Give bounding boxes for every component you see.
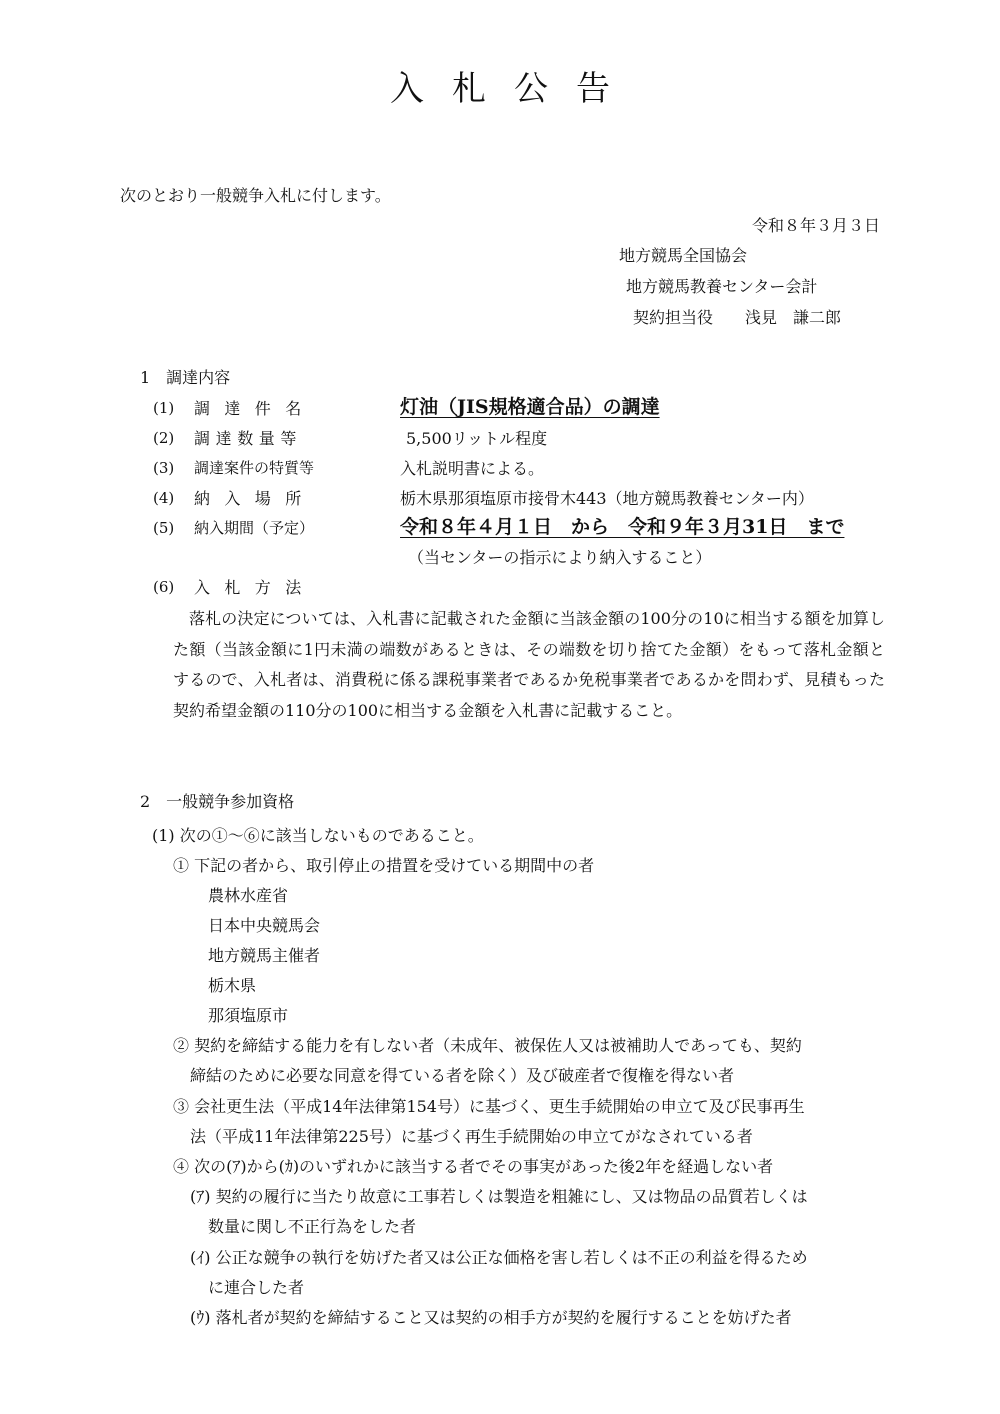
- org-unit: 地方競馬教養センター会計: [626, 277, 818, 296]
- item-row: [0, 396, 1000, 425]
- item-label: 入札方法: [194, 578, 316, 597]
- notice-date: 令和８年３月３日: [751, 216, 880, 235]
- page-title: 入札公告: [390, 69, 638, 109]
- agency-list-item: 栃木県: [208, 976, 257, 995]
- condition-4c: (ｳ) 落札者が契約を締結すること又は契約の相手方が契約を履行することを妨げた者: [190, 1308, 792, 1327]
- officer: [633, 310, 841, 326]
- item-value: 入札説明書による。: [400, 459, 545, 478]
- item-number: (2): [153, 429, 175, 447]
- item-label: 納入場所: [194, 489, 316, 508]
- section1-heading: 1 調達内容: [140, 368, 231, 387]
- item-value: 令和８年４月１日 から 令和９年３月31日 まで: [400, 516, 845, 538]
- agency-list-item: 日本中央競馬会: [208, 916, 321, 935]
- condition-1: ① 下記の者から、取引停止の措置を受けている期間中の者: [173, 856, 595, 875]
- item-number: (3): [153, 459, 175, 477]
- officer-role: 契約担当役: [633, 308, 714, 327]
- item-number: (6): [153, 578, 175, 596]
- item-value: 5,500リットル程度: [406, 429, 548, 448]
- intro-text: 次のとおり一般競争入札に付します。: [120, 186, 391, 205]
- agency-list-item: 那須塩原市: [208, 1006, 289, 1025]
- item-row: [0, 461, 1000, 485]
- condition-4a: (ｱ) 契約の履行に当たり故意に工事若しくは製造を粗雑にし、又は物品の品質若しくは: [190, 1187, 808, 1206]
- agency-list-item: 農林水産省: [208, 886, 289, 905]
- item-label: 納入期間（予定）: [194, 519, 315, 537]
- item-number: (5): [153, 519, 175, 537]
- bid-method-paragraph: 落札の決定については、入札書に記載された金額に当該金額の100分の10に相当する額を加算した額（当該金額に1円未満の端数があるときは、その端数を切り捨てた金額）をもって落札金額とするので、入札者は、消費税に係る課税事業者であるか免税事業者であるかを問わず、見積もった契約希望金額の110分の100に相当する金額を入札書に記載すること。: [173, 609, 885, 720]
- condition-4b-cont: に連合した者: [208, 1278, 305, 1297]
- delivery-note: （当センターの指示により納入すること）: [408, 548, 712, 567]
- item-number: (1): [153, 399, 175, 417]
- condition-3-cont: 法（平成11年法律第225号）に基づく再生手続開始の申立てがなされている者: [190, 1127, 753, 1146]
- condition-4a-cont: 数量に関し不正行為をした者: [208, 1217, 417, 1236]
- section2-heading: 2 一般競争参加資格: [140, 792, 295, 811]
- qualification-1: (1) 次の①～⑥に該当しないものであること。: [152, 826, 484, 845]
- item-row: [0, 516, 1000, 545]
- item-value: 栃木県那須塩原市接骨木443（地方競馬教養センター内）: [400, 489, 814, 508]
- condition-4b: (ｲ) 公正な競争の執行を妨げた者又は公正な価格を害し若しくは不正の利益を得るため: [190, 1248, 808, 1267]
- condition-4: ④ 次の(ｱ)から(ｶ)のいずれかに該当する者でその事実があった後2年を経過しない者: [173, 1157, 774, 1176]
- item-row: [0, 580, 1000, 604]
- condition-2: ② 契約を締結する能力を有しない者（未成年、被保佐人又は被補助人であっても、契約: [173, 1036, 802, 1055]
- condition-2-cont: 締結のために必要な同意を得ている者を除く）及び破産者で復権を得ない者: [190, 1066, 735, 1085]
- item-number: (4): [153, 489, 175, 507]
- item-label: 調達数量等: [194, 429, 303, 448]
- officer-name: 浅見 謙二郎: [745, 308, 842, 327]
- item-row: [0, 491, 1000, 515]
- item-row: [0, 431, 1000, 455]
- item-label: 調達案件の特質等: [194, 459, 315, 477]
- org-name: 地方競馬全国協会: [619, 246, 748, 265]
- agency-list-item: 地方競馬主催者: [208, 946, 321, 965]
- item-value: 灯油（JIS規格適合品）の調達: [400, 396, 660, 418]
- condition-3: ③ 会社更生法（平成14年法律第154号）に基づく、更生手続開始の申立て及び民事再生: [173, 1097, 805, 1116]
- item-label: 調達件名: [194, 399, 316, 418]
